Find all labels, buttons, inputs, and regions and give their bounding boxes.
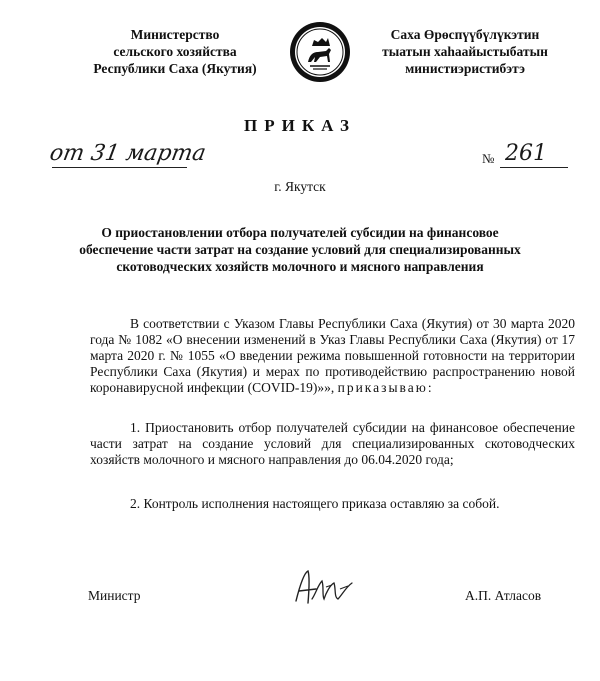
order-item-2: 2. Контроль исполнения настоящего приказа оставляю за собой.: [130, 496, 500, 511]
handwritten-signature-icon: [282, 563, 362, 613]
ministry-name-yakut: [350, 26, 580, 77]
order-word: приказываю:: [337, 380, 434, 395]
number-underline: [500, 167, 568, 168]
signatory-name: А.П. Атласов: [465, 588, 542, 603]
date-underline: [52, 167, 187, 168]
order-item-1: 1. Приостановить отбор получателей субсидии на финансовое обеспечение части затрат на создание условий для специализированных скотоводческих хозяйств молочного и мясного направления до 06.04.2020 года;: [90, 420, 575, 467]
ministry-name-line: Республики Саха (Якутия): [93, 61, 257, 76]
preamble-paragraph: [90, 316, 575, 396]
order-subject: О приостановлении отбора получателей субсидии на финансовое обеспечение части затрат на создание условий для специализированных скотоводческих хозяйств молочного и мясного направления: [79, 225, 521, 274]
document-title: ПРИКАЗ: [244, 116, 356, 135]
ministry-name-line: тыатын хаһаайыстыбатын: [382, 44, 548, 59]
preamble-text: В соответствии с Указом Главы Республики Саха (Якутия) от 30 марта 2020 года № 1082 «О внесении изменений в Указ Главы Республики Саха (Якутия) от 17 марта 2020 г. № 1055 «О введении режима повышенной готовности на территории Республики Саха (Якутия) и мерах по противодействию распространению новой коронавирусной инфекции (COVID-19)»»,: [90, 316, 575, 395]
ministry-name-line: сельского хозяйства: [113, 44, 237, 59]
order-number-label: №: [482, 151, 495, 166]
ministry-name-line: министиэристибэтэ: [405, 61, 525, 76]
handwritten-date: от 31 марта: [47, 141, 208, 166]
ministry-name-line: Саха Өрөспүүбүлүкэтин: [390, 27, 540, 42]
handwritten-order-number: 261: [505, 141, 547, 166]
coat-of-arms-emblem-icon: [288, 20, 352, 84]
signatory-title: Министр: [88, 588, 141, 603]
city-name: г. Якутск: [274, 179, 326, 194]
ministry-name-line: Министерство: [130, 27, 220, 42]
ministry-name-russian: [70, 26, 280, 77]
